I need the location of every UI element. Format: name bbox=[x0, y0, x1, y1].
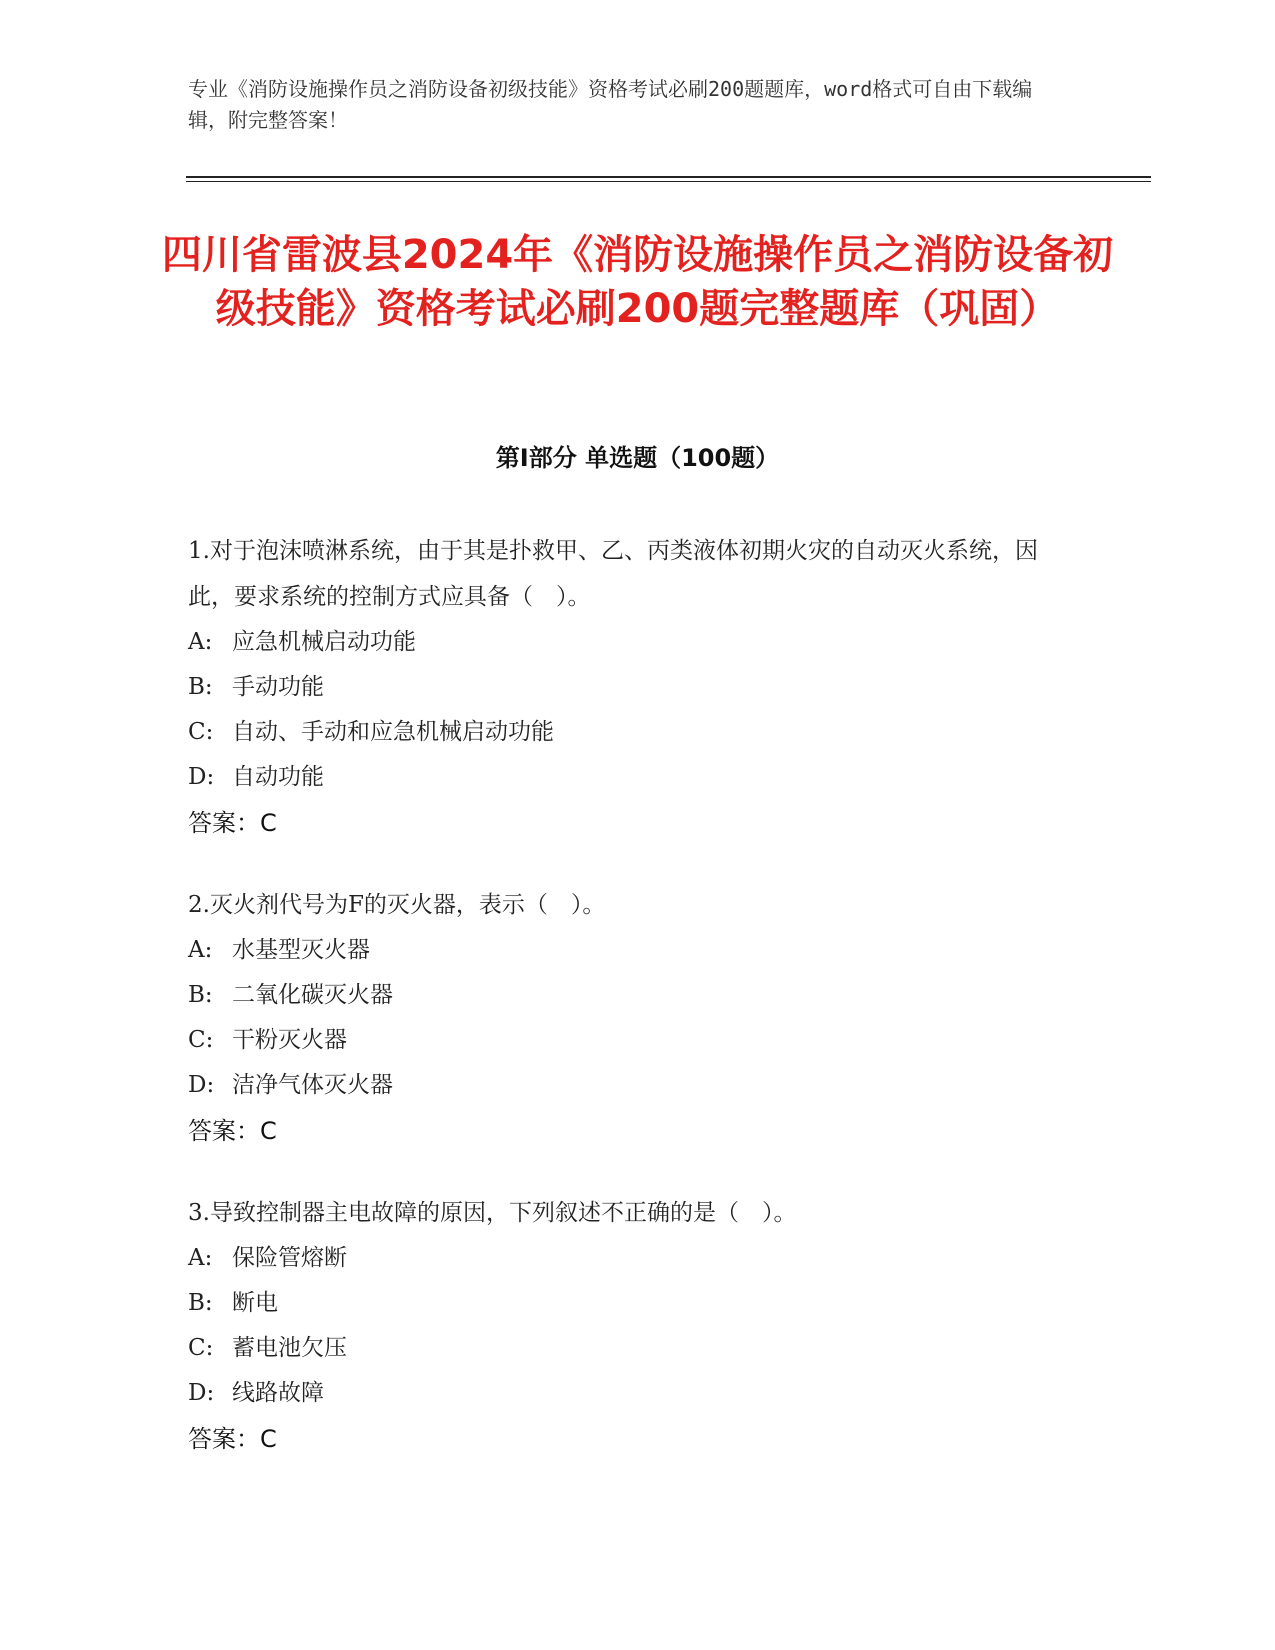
option-text: 线路故障 bbox=[232, 1380, 324, 1406]
option-a bbox=[188, 928, 1068, 973]
option-b bbox=[188, 973, 1068, 1018]
option-letter: A: bbox=[188, 629, 213, 655]
question-2 bbox=[188, 882, 1068, 1154]
option-text: 断电 bbox=[232, 1290, 278, 1316]
section-title: 第Ⅰ部分 单选题（100题） bbox=[495, 444, 780, 472]
option-letter: C: bbox=[188, 1335, 214, 1361]
question-3 bbox=[188, 1190, 1068, 1462]
option-text: 干粉灭火器 bbox=[232, 1027, 347, 1053]
answer: 答案：C bbox=[188, 809, 277, 837]
option-letter: B: bbox=[188, 674, 213, 700]
question-stem: 3.导致控制器主电故障的原因，下列叙述不正确的是（ ）。 bbox=[188, 1200, 797, 1226]
option-letter: C: bbox=[188, 1027, 214, 1053]
option-a bbox=[188, 620, 1068, 665]
header-divider-thin bbox=[186, 181, 1151, 182]
option-letter: A: bbox=[188, 937, 213, 963]
option-d bbox=[188, 1371, 1068, 1416]
header-divider-thick bbox=[186, 176, 1151, 178]
question-1 bbox=[188, 528, 1068, 846]
option-text: 手动功能 bbox=[232, 674, 324, 700]
option-text: 水基型灭火器 bbox=[232, 937, 370, 963]
question-stem: 1.对于泡沫喷淋系统，由于其是扑救甲、乙、丙类液体初期火灾的自动灭火系统，因此，要求系统的控制方式应具备（ ）。 bbox=[188, 538, 1038, 610]
option-c bbox=[188, 1018, 1068, 1063]
option-letter: D: bbox=[188, 764, 215, 790]
option-letter: C: bbox=[188, 719, 214, 745]
option-text: 二氧化碳灭火器 bbox=[232, 982, 393, 1008]
option-letter: A: bbox=[188, 1245, 213, 1271]
option-letter: D: bbox=[188, 1072, 215, 1098]
document-title: 四川省雷波县2024年《消防设施操作员之消防设备初级技能》资格考试必刷200题完整题库（巩固） bbox=[161, 232, 1114, 332]
option-d bbox=[188, 1063, 1068, 1108]
option-text: 洁净气体灭火器 bbox=[232, 1072, 393, 1098]
question-list bbox=[188, 528, 1068, 1498]
option-letter: B: bbox=[188, 982, 213, 1008]
answer: 答案：C bbox=[188, 1117, 277, 1145]
option-text: 自动、手动和应急机械启动功能 bbox=[232, 719, 554, 745]
question-stem: 2.灭火剂代号为F的灭火器，表示（ ）。 bbox=[188, 892, 606, 918]
answer: 答案：C bbox=[188, 1425, 277, 1453]
option-letter: B: bbox=[188, 1290, 213, 1316]
option-letter: D: bbox=[188, 1380, 215, 1406]
option-text: 保险管熔断 bbox=[232, 1245, 347, 1271]
option-a bbox=[188, 1236, 1068, 1281]
option-text: 应急机械启动功能 bbox=[232, 629, 416, 655]
option-b bbox=[188, 1281, 1068, 1326]
header-note: 专业《消防设施操作员之消防设备初级技能》资格考试必刷200题题库，word格式可自由下载编辑，附完整答案！ bbox=[188, 77, 1033, 132]
option-b bbox=[188, 665, 1068, 710]
option-c bbox=[188, 1326, 1068, 1371]
option-text: 自动功能 bbox=[232, 764, 324, 790]
option-d bbox=[188, 755, 1068, 800]
option-c bbox=[188, 710, 1068, 755]
option-text: 蓄电池欠压 bbox=[232, 1335, 347, 1361]
